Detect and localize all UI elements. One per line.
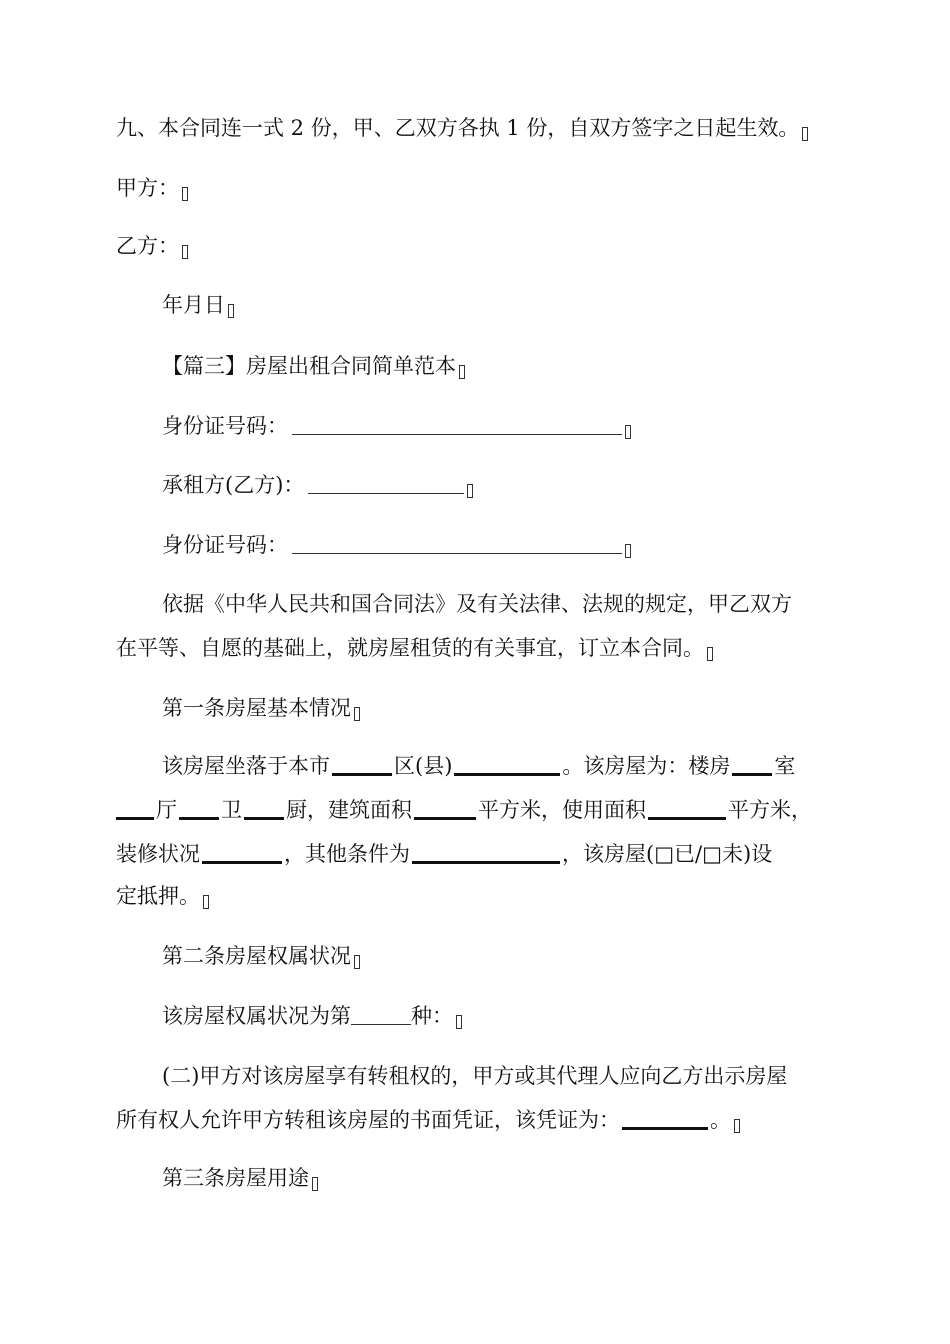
certificate-blank[interactable] bbox=[622, 1109, 708, 1130]
section-title-text: 【篇三】房屋出租合同简单范本 bbox=[162, 354, 456, 378]
usable-area-blank[interactable] bbox=[648, 799, 726, 820]
id-number-label: 身份证号码： bbox=[162, 414, 288, 438]
clause-nine bbox=[116, 114, 808, 142]
ownership-suffix: 种： bbox=[411, 1004, 453, 1028]
date-line bbox=[162, 291, 234, 319]
building-area-label: 厨，建筑面积 bbox=[286, 798, 412, 822]
party-b-label: 乙方： bbox=[116, 234, 179, 258]
property-desc-line-4 bbox=[116, 882, 209, 910]
building-type-label: 。该房屋为：楼房 bbox=[562, 754, 731, 778]
ownership-line bbox=[162, 1002, 462, 1030]
other-conditions-blank[interactable] bbox=[412, 843, 560, 864]
square-meter-label: 平方米， bbox=[728, 798, 812, 822]
paragraph-mark-icon bbox=[625, 544, 631, 558]
article-one-title: 第一条房屋基本情况 bbox=[162, 696, 351, 720]
property-location-label: 该房屋坐落于本市 bbox=[162, 754, 330, 778]
sublease-line-1 bbox=[162, 1062, 787, 1090]
preamble-text: 依据《中华人民共和国合同法》及有关法律、法规的规定，甲乙双方 bbox=[162, 592, 792, 616]
paragraph-mark-icon bbox=[354, 955, 360, 969]
bath-label: 卫 bbox=[221, 798, 242, 822]
building-area-blank[interactable] bbox=[414, 799, 476, 820]
sublease-line-2 bbox=[116, 1106, 740, 1134]
party-a-label: 甲方： bbox=[116, 176, 179, 200]
sublease-text: (二)甲方对该房屋享有转租权的，甲方或其代理人应向乙方出示房屋 bbox=[162, 1064, 788, 1088]
party-a-signature bbox=[116, 174, 188, 202]
mortgage-label: ，该房屋(□已/□未)设 bbox=[562, 842, 773, 866]
id-number-blank[interactable] bbox=[292, 414, 622, 435]
paragraph-mark-icon bbox=[312, 1177, 318, 1191]
room-count-blank[interactable] bbox=[732, 755, 772, 776]
paragraph-mark-icon bbox=[203, 895, 209, 909]
decoration-label: 装修状况 bbox=[116, 842, 200, 866]
id-number-line-1 bbox=[162, 412, 631, 440]
id-number-line-2 bbox=[162, 531, 631, 559]
lessee-label: 承租方(乙方)： bbox=[162, 473, 305, 497]
other-conditions-label: ，其他条件为 bbox=[284, 842, 410, 866]
paragraph-mark-icon bbox=[228, 304, 234, 318]
id-number-blank[interactable] bbox=[292, 533, 622, 554]
paragraph-mark-icon bbox=[182, 245, 188, 259]
certificate-label: 所有权人允许甲方转租该房屋的书面凭证，该凭证为： bbox=[116, 1108, 620, 1132]
property-desc-line-2 bbox=[116, 796, 812, 824]
district-blank[interactable] bbox=[332, 755, 392, 776]
kitchen-count-blank[interactable] bbox=[244, 799, 284, 820]
article-three-title: 第三条房屋用途 bbox=[162, 1166, 309, 1190]
lessee-blank[interactable] bbox=[308, 473, 464, 494]
mortgage-end-text: 定抵押。 bbox=[116, 884, 200, 908]
id-number-label: 身份证号码： bbox=[162, 533, 288, 557]
date-label: 年月日 bbox=[162, 293, 225, 317]
paragraph-mark-icon bbox=[467, 484, 473, 498]
paragraph-mark-icon bbox=[625, 425, 631, 439]
lessee-line bbox=[162, 471, 473, 499]
bath-count-blank[interactable] bbox=[179, 799, 219, 820]
room-label: 室 bbox=[774, 754, 796, 778]
article-three-heading bbox=[162, 1164, 318, 1192]
property-desc-line-3 bbox=[116, 840, 772, 868]
paragraph-mark-icon bbox=[182, 187, 188, 201]
article-two-title: 第二条房屋权属状况 bbox=[162, 944, 351, 968]
clause-nine-text: 九、本合同连一式 2 份，甲、乙双方各执 1 份，自双方签字之日起生效。 bbox=[116, 116, 800, 140]
preamble-text: 在平等、自愿的基础上，就房屋租赁的有关事宜，订立本合同。 bbox=[116, 636, 704, 660]
hall-count-blank[interactable] bbox=[116, 799, 154, 820]
hall-label: 厅 bbox=[156, 798, 177, 822]
paragraph-mark-icon bbox=[459, 365, 465, 379]
article-two-heading bbox=[162, 942, 360, 970]
preamble-line-1 bbox=[162, 590, 792, 618]
preamble-line-2 bbox=[116, 634, 713, 662]
party-b-signature bbox=[116, 232, 188, 260]
decoration-blank[interactable] bbox=[202, 843, 282, 864]
paragraph-mark-icon bbox=[734, 1119, 740, 1133]
article-one-heading bbox=[162, 694, 360, 722]
paragraph-mark-icon bbox=[354, 707, 360, 721]
usable-area-label: 平方米，使用面积 bbox=[478, 798, 646, 822]
ownership-type-blank[interactable] bbox=[351, 1004, 411, 1025]
ownership-label: 该房屋权属状况为第 bbox=[162, 1004, 351, 1028]
section-title bbox=[162, 352, 465, 380]
paragraph-mark-icon bbox=[456, 1015, 462, 1029]
county-blank[interactable] bbox=[454, 755, 560, 776]
paragraph-mark-icon bbox=[802, 127, 808, 141]
certificate-end: 。 bbox=[710, 1108, 731, 1132]
property-desc-line-1 bbox=[162, 752, 795, 780]
paragraph-mark-icon bbox=[707, 647, 713, 661]
district-label: 区(县) bbox=[394, 754, 453, 778]
